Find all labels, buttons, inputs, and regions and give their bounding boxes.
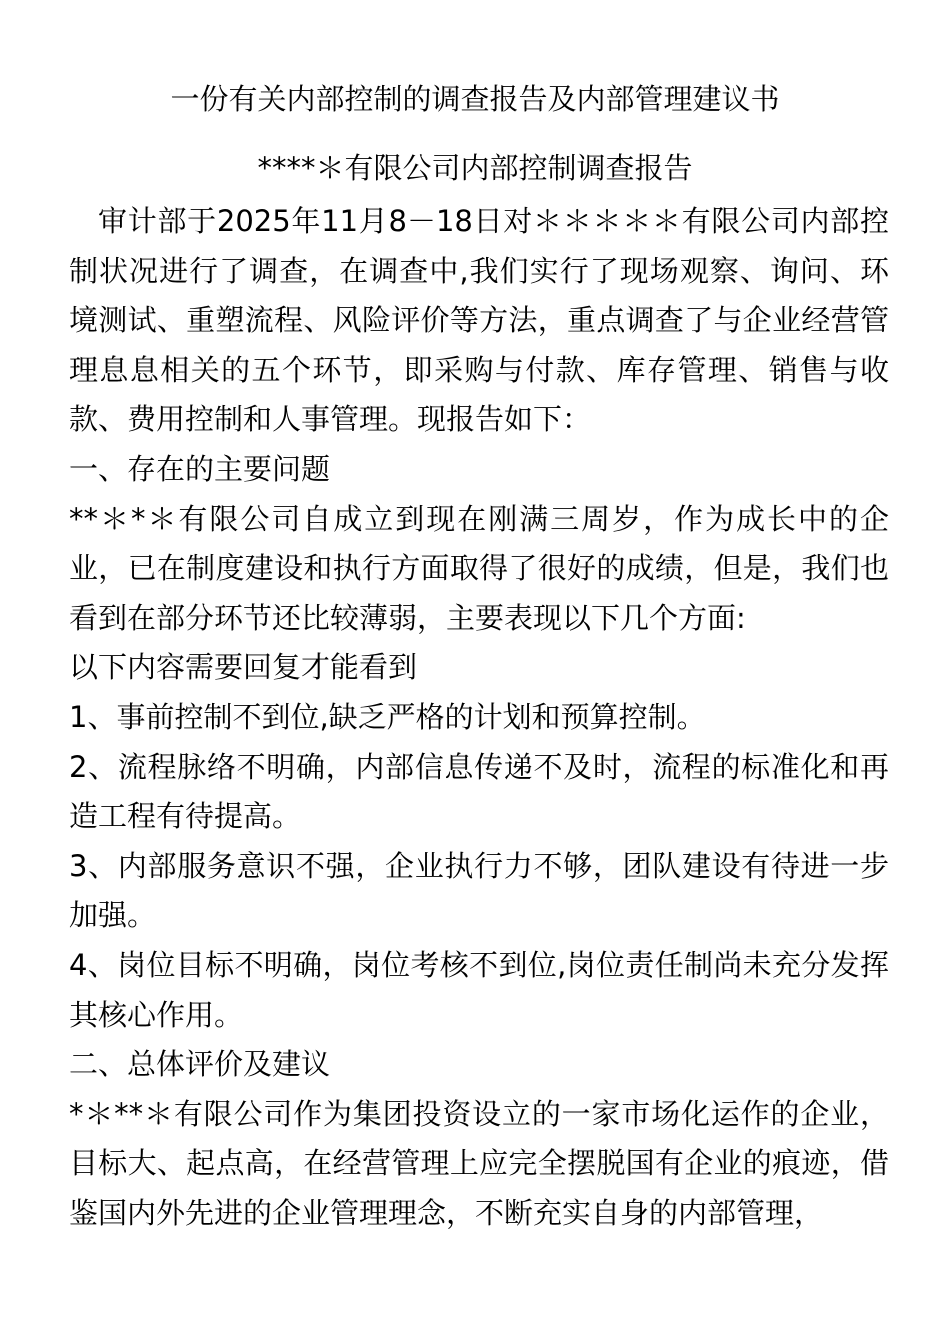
issue-item: 2、流程脉络不明确，内部信息传递不及时，流程的标准化和再造工程有待提高。	[69, 749, 889, 834]
section-heading-evaluation: 二、总体评价及建议	[69, 1047, 331, 1082]
section-heading-problems: 一、存在的主要问题	[69, 451, 331, 486]
issue-item: 4、岗位目标不明确，岗位考核不到位,岗位责任制尚未充分发挥其核心作用。	[69, 947, 889, 1032]
intro-paragraph: 审计部于2025年11月8－18日对＊＊＊＊＊有限公司内部控制状况进行了调查，在调查中,我们实行了现场观察、询问、环境测试、重塑流程、风险评价等方法，重点调查了与企业经营管理息息相关的五个环节，即采购与付款、库存管理、销售与收款、费用控制和人事管理。现报告如下：	[69, 204, 889, 437]
document-body	[69, 197, 889, 1238]
document-title: 一份有关内部控制的调查报告及内部管理建议书	[170, 82, 780, 116]
issue-item: 1、事前控制不到位,缺乏严格的计划和预算控制。	[69, 699, 706, 734]
report-subtitle: ****＊有限公司内部控制调查报告	[257, 151, 693, 185]
evaluation-paragraph: *＊**＊有限公司作为集团投资设立的一家市场化运作的企业，目标大、起点高，在经营管理上应完全摆脱国有企业的痕迹，借鉴国内外先进的企业管理理念，不断充实自身的内部管理，	[69, 1096, 889, 1230]
issue-item: 3、内部服务意识不强，企业执行力不够，团队建设有待进一步加强。	[69, 848, 889, 933]
problems-paragraph: **＊*＊有限公司自成立到现在刚满三周岁，作为成长中的企业，已在制度建设和执行方面取得了很好的成绩，但是，我们也看到在部分环节还比较薄弱，主要表现以下几个方面:	[69, 501, 889, 635]
reply-notice: 以下内容需要回复才能看到	[69, 650, 418, 685]
